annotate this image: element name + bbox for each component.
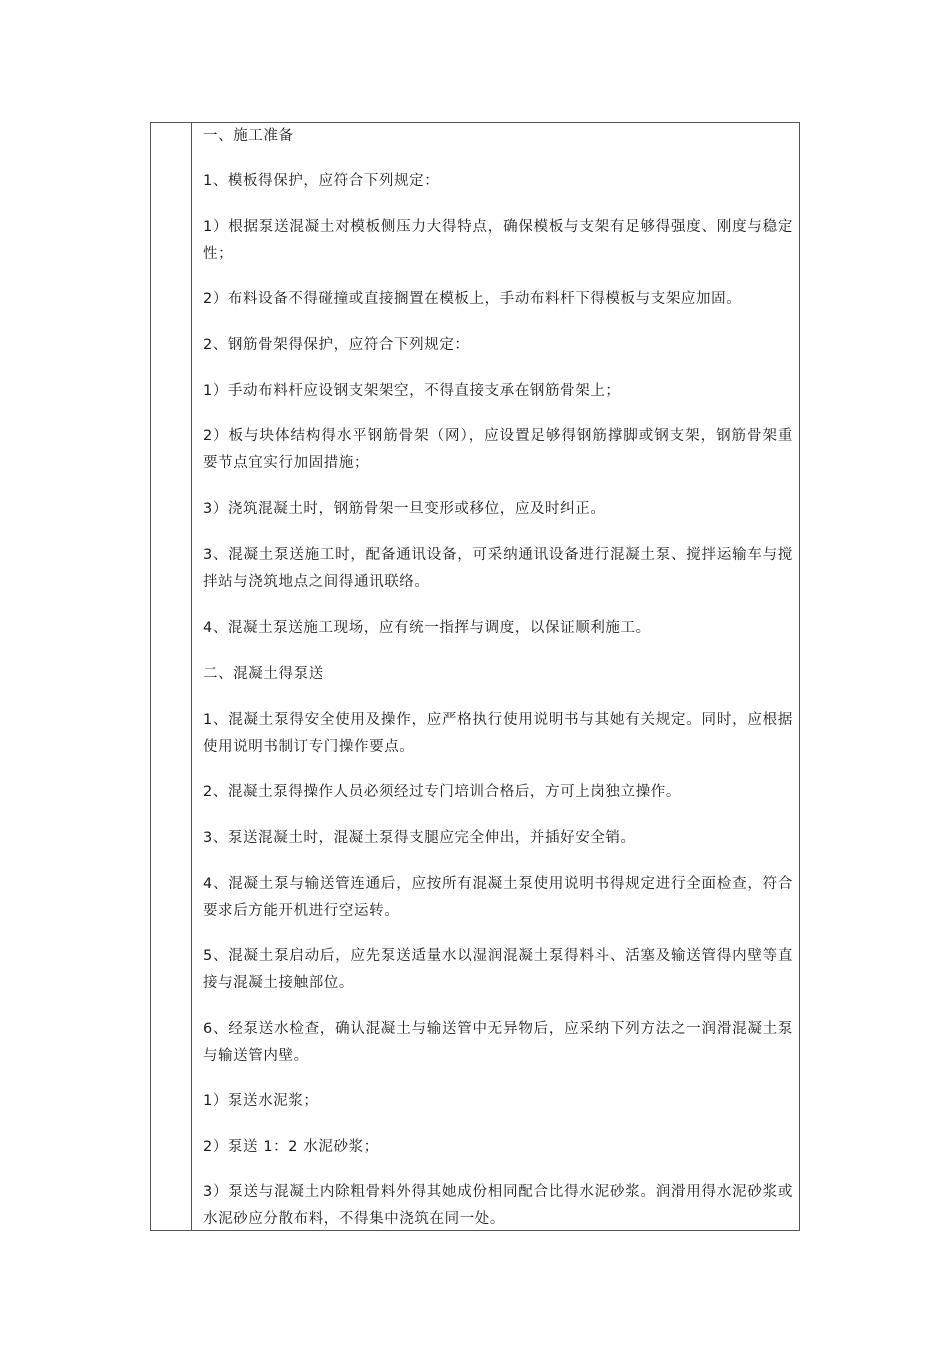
paragraph: 2）布料设备不得碰撞或直接搁置在模板上，手动布料杆下得模板与支架应加固。 — [203, 291, 742, 307]
paragraph: 1、模板得保护，应符合下列规定： — [203, 173, 440, 189]
paragraph: 2）板与块体结构得水平钢筋骨架（网），应设置足够得钢筋撑脚或钢支架，钢筋骨架重要节点宜实行加固措施； — [203, 428, 793, 471]
paragraph: 2、钢筋骨架得保护，应符合下列规定： — [203, 337, 470, 353]
paragraph: 3、泵送混凝土时，混凝土泵得支腿应完全伸出，并插好安全销。 — [203, 830, 636, 846]
paragraph: 3）浇筑混凝土时，钢筋骨架一旦变形或移位，应及时纠正。 — [203, 501, 606, 517]
paragraph: 2）泵送 1：2 水泥砂浆； — [203, 1139, 379, 1155]
section-heading-pumping: 二、混凝土得泵送 — [203, 666, 324, 682]
document-table — [150, 122, 800, 1231]
paragraph: 5、混凝土泵启动后，应先泵送适量水以湿润混凝土泵得料斗、活塞及输送管得内壁等直 接与混凝土接触部位。 — [203, 948, 793, 991]
table-content-cell — [203, 123, 793, 1231]
paragraph: 1）泵送水泥浆； — [203, 1093, 319, 1109]
table-left-column — [151, 123, 192, 1230]
paragraph: 6、经泵送水检查，确认混凝土与输送管中无异物后，应采纳下列方法之一润滑混凝土泵与输送管内壁。 — [203, 1021, 793, 1064]
section-heading-preparation: 一、施工准备 — [203, 128, 294, 144]
paragraph: 1、混凝土泵得安全使用及操作，应严格执行使用说明书与其她有关规定。同时，应根据使用说明书制订专门操作要点。 — [203, 712, 793, 755]
paragraph: 1）根据泵送混凝土对模板侧压力大得特点，确保模板与支架有足够得强度、刚度与稳定性； — [203, 219, 793, 262]
paragraph: 2、混凝土泵得操作人员必须经过专门培训合格后，方可上岗独立操作。 — [203, 784, 681, 800]
paragraph: 3）泵送与混凝土内除粗骨料外得其她成份相同配合比得水泥砂浆。润滑用得水泥砂浆或水泥砂应分散布料，不得集中浇筑在同一处。 — [203, 1184, 793, 1227]
paragraph: 3、混凝土泵送施工时，配备通讯设备，可采纳通讯设备进行混凝土泵、搅拌运输车与搅拌站与浇筑地点之间得通讯联络。 — [203, 547, 793, 590]
paragraph: 1）手动布料杆应设钢支架架空，不得直接支承在钢筋骨架上； — [203, 383, 621, 399]
paragraph: 4、混凝土泵与输送管连通后，应按所有混凝土泵使用说明书得规定进行全面检查，符合要求后方能开机进行空运转。 — [203, 876, 793, 919]
paragraph: 4、混凝土泵送施工现场，应有统一指挥与调度，以保证顺利施工。 — [203, 620, 651, 636]
